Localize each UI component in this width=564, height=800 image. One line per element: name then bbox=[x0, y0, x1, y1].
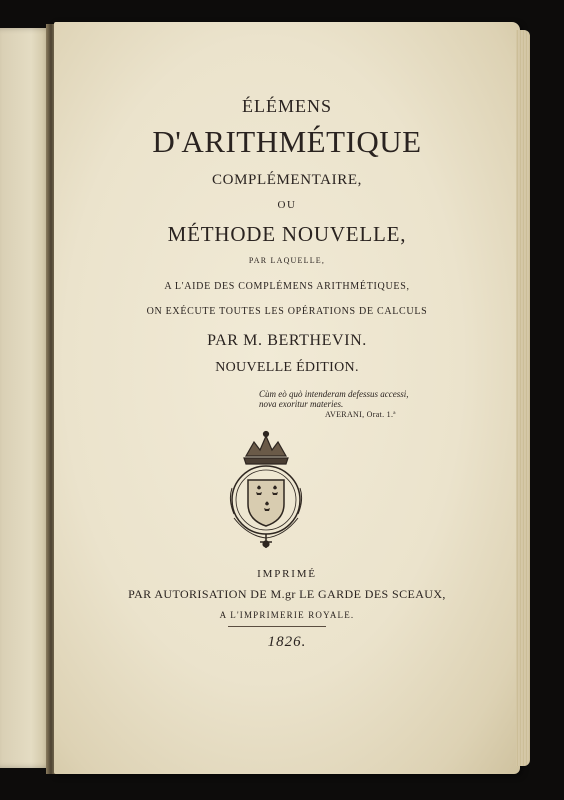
subtitle-operations: ON EXÉCUTE TOUTES LES OPÉRATIONS DE CALCULS bbox=[146, 306, 428, 317]
imprint-divider bbox=[228, 626, 326, 627]
imprint-imprime: IMPRIMÉ bbox=[257, 568, 317, 580]
epigraph-attribution: AVERANI, Orat. 1.ª bbox=[325, 410, 396, 419]
author-line: PAR M. BERTHEVIN. bbox=[207, 332, 367, 349]
left-page-edge bbox=[0, 28, 52, 768]
royal-coat-of-arms-icon bbox=[224, 428, 308, 550]
imprint-imprimerie-royale: A L'IMPRIMERIE ROYALE. bbox=[219, 610, 355, 620]
title-line-methode: MÉTHODE NOUVELLE, bbox=[167, 222, 407, 246]
imprint-autorisation: PAR AUTORISATION DE M.gr LE GARDE DES SCEAUX, bbox=[128, 587, 446, 601]
epigraph-line-2: nova exoritur materies. bbox=[259, 399, 344, 409]
subtitle-complemens: A L'AIDE DES COMPLÉMENS ARITHMÉTIQUES, bbox=[164, 281, 410, 292]
title-line-elemens: ÉLÉMENS bbox=[242, 96, 332, 116]
publication-year: 1826. bbox=[267, 634, 307, 650]
title-line-arithmetique: D'ARITHMÉTIQUE bbox=[152, 124, 422, 159]
edition-line: NOUVELLE ÉDITION. bbox=[215, 360, 359, 375]
epigraph-line-1: Cùm eò quò intenderam defessus accessi, bbox=[259, 389, 409, 399]
subtitle-par-laquelle: PAR LAQUELLE, bbox=[248, 256, 326, 265]
title-line-ou: OU bbox=[277, 199, 297, 211]
title-line-complementaire: COMPLÉMENTAIRE, bbox=[212, 172, 362, 188]
